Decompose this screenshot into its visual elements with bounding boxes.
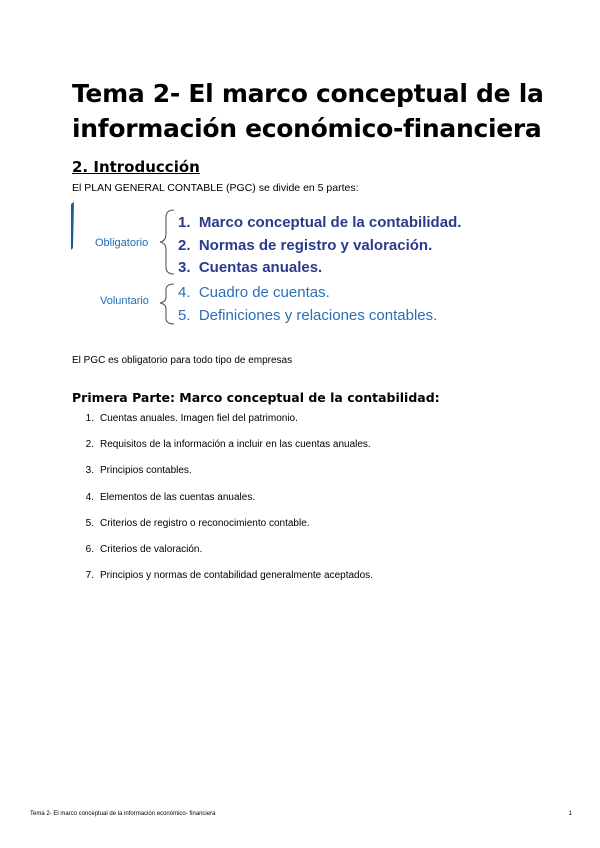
accent-bar: [71, 202, 74, 250]
pgc-part-5: 5. Definiciones y relaciones contables.: [178, 307, 438, 324]
document-title: Tema 2- El marco conceptual de la información económico-financiera: [72, 79, 544, 143]
part-list: [72, 413, 373, 596]
list-item: [72, 465, 373, 491]
list-item-text: Principios contables.: [100, 465, 192, 477]
brace-voluntario: [160, 284, 174, 324]
list-item-text: Elementos de las cuentas anuales.: [100, 491, 256, 503]
list-item: [72, 570, 373, 596]
list-item-text: Principios y normas de contabilidad generalmente aceptados.: [100, 570, 373, 582]
pgc-parts-svg: [68, 200, 508, 330]
list-item-text: Criterios de valoración.: [100, 543, 203, 555]
list-item: [72, 492, 373, 518]
section-heading: 2. Introducción: [72, 158, 200, 176]
group-label-obligatorio: Obligatorio: [95, 237, 149, 249]
brace-obligatorio: [160, 210, 174, 274]
list-item-number: 1.: [85, 413, 94, 424]
list-item-text: Requisitos de la información a incluir en las cuentas anuales.: [100, 439, 371, 451]
list-item-text: Criterios de registro o reconocimiento contable.: [100, 517, 310, 529]
list-item-number: 2.: [85, 439, 94, 451]
footer-title: Tema 2- El marco conceptual de la información económico- financiera: [30, 811, 216, 817]
list-item-number: 5.: [85, 517, 94, 529]
list-item-number: 7.: [85, 570, 94, 582]
intro-text: El PLAN GENERAL CONTABLE (PGC) se divide en 5 partes:: [72, 182, 359, 194]
pgc-part-3: 3. Cuentas anuales.: [178, 259, 323, 276]
list-item-number: 6.: [85, 543, 94, 555]
group-label-voluntario: Voluntario: [100, 295, 149, 307]
list-item: [72, 544, 373, 570]
pgc-note: El PGC es obligatorio para todo tipo de empresas: [72, 355, 293, 366]
page-number: 1: [568, 811, 572, 817]
list-item-number: 3.: [85, 465, 94, 477]
list-item-text: Cuentas anuales. Imagen fiel del patrimonio.: [100, 413, 298, 424]
list-item: [72, 518, 373, 544]
part-heading: Primera Parte: Marco conceptual de la contabilidad:: [72, 390, 440, 405]
pgc-part-4: 4. Cuadro de cuentas.: [178, 284, 330, 301]
list-item-number: 4.: [85, 491, 94, 503]
pgc-parts-diagram: [68, 200, 508, 330]
pgc-part-1: 1. Marco conceptual de la contabilidad.: [178, 214, 462, 231]
list-item: [72, 439, 373, 465]
list-item: [72, 413, 373, 439]
pgc-part-2: 2. Normas de registro y valoración.: [178, 237, 433, 254]
